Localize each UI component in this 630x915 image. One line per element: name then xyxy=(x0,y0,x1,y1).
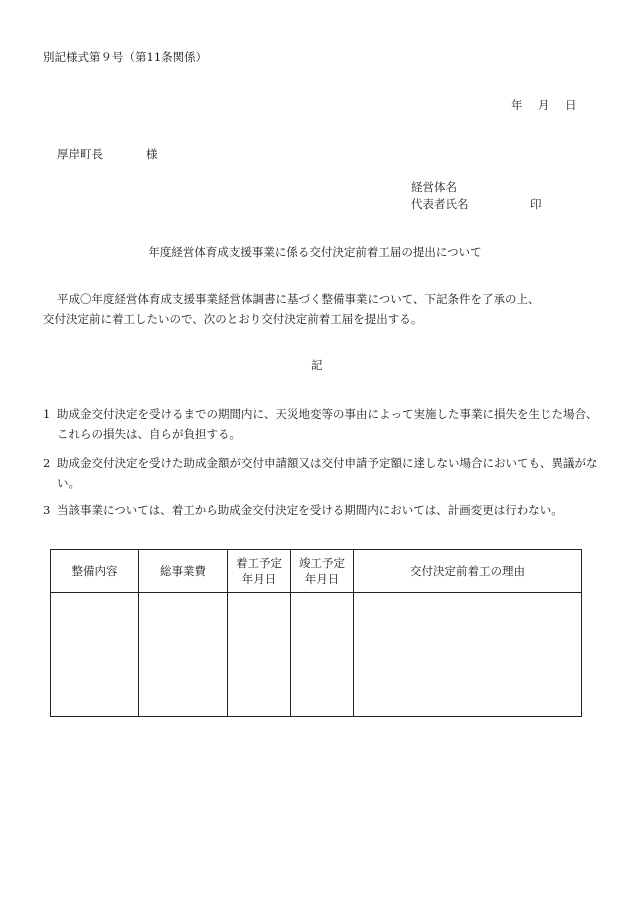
header-finish-line1: 竣工予定 xyxy=(299,556,345,570)
condition-number: 2 xyxy=(43,456,51,470)
cell-start-date xyxy=(228,593,291,717)
form-id: 別記様式第９号（第11条関係） xyxy=(43,50,208,64)
header-start-line2: 年月日 xyxy=(241,572,277,586)
table-header-row xyxy=(51,550,582,593)
condition-item xyxy=(43,453,605,493)
date-month-label: 月 xyxy=(538,98,550,112)
header-finish-date xyxy=(291,550,354,593)
condition-text: 助成金交付決定を受けるまでの期間内に、天災地変等の事由によって実施した事業に損失を生じた場合、これらの損失は、自らが負担する。 xyxy=(57,407,598,441)
condition-text: 当該事業については、着工から助成金交付決定を受ける期間内においては、計画変更は行わない。 xyxy=(57,503,563,517)
header-finish-line2: 年月日 xyxy=(304,572,340,586)
construction-table xyxy=(50,549,582,717)
header-content: 整備内容 xyxy=(51,550,139,593)
addressee-honorific: 様 xyxy=(146,147,158,161)
cell-finish-date xyxy=(291,593,354,717)
date-year-label: 年 xyxy=(511,98,523,112)
condition-number: 1 xyxy=(43,407,51,421)
representative-label: 代表者氏名 xyxy=(411,197,469,211)
intro-line-1: 平成〇年度経営体育成支援事業経営体調書に基づく整備事業について、下記条件を了承の上、 xyxy=(57,292,540,306)
condition-item xyxy=(43,404,605,444)
seal-label: 印 xyxy=(530,197,542,211)
header-start-date xyxy=(228,550,291,593)
entity-name-label: 経営体名 xyxy=(411,180,457,194)
header-reason: 交付決定前着工の理由 xyxy=(354,550,582,593)
document-title: 年度経営体育成支援事業に係る交付決定前着工届の提出について xyxy=(148,245,482,259)
table-row xyxy=(51,593,582,717)
ki-label: 記 xyxy=(311,358,323,372)
condition-item xyxy=(43,500,605,520)
header-total-cost: 総事業費 xyxy=(139,550,228,593)
cell-reason xyxy=(354,593,582,717)
condition-number: 3 xyxy=(43,503,51,517)
cell-total-cost xyxy=(139,593,228,717)
date-day-label: 日 xyxy=(565,98,577,112)
intro-line-2: 交付決定前に着工したいので、次のとおり交付決定前着工届を提出する。 xyxy=(43,312,423,326)
addressee-name: 厚岸町長 xyxy=(57,147,103,161)
cell-content xyxy=(51,593,139,717)
condition-text: 助成金交付決定を受けた助成金額が交付申請額又は交付申請予定額に達しない場合においても、異議がない。 xyxy=(57,456,598,490)
header-start-line1: 着工予定 xyxy=(236,556,282,570)
